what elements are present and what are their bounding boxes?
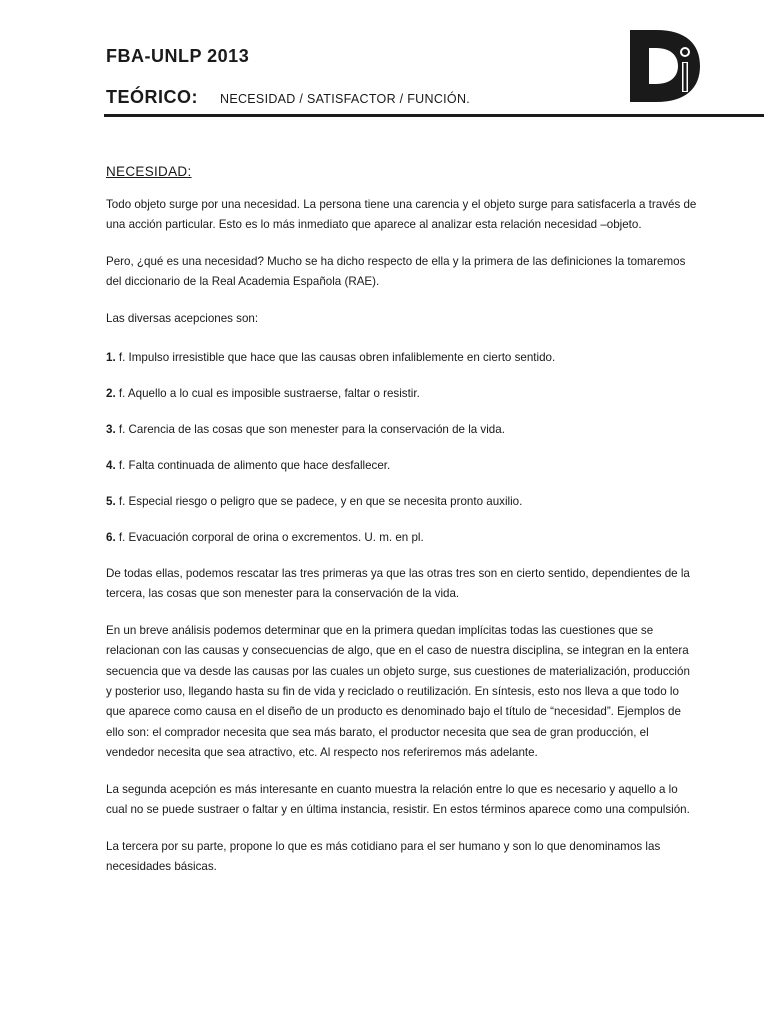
section-title: NECESIDAD: bbox=[106, 164, 192, 179]
lecture-label: TEÓRICO: bbox=[106, 87, 198, 107]
definition-text: f. Especial riesgo o peligro que se padece, y en que se necesita pronto auxilio. bbox=[115, 495, 523, 509]
paragraph-5: En un breve análisis podemos determinar que en la primera quedan implícitas todas las cuestiones que se relacionan con las causas y consecuencias de algo, que en el caso de nuestra disciplina, se integran en la entera secuencia que va desde las causas por las cuales un objeto surge, sus cuestiones de materialización, producción y posterior uso, llegando hasta su fin de vida y reciclado o reutilización. En síntesis, esto nos lleva a que todo lo que aparece como causa en el diseño de un producto es denominado bajo el título de “necesidad”. Ejemplos de ello son: el comprador necesita que sea más barato, el productor necesita que sea de gran producción, el vendedor necesita que sea atractivo, etc. Al respecto nos referiremos más adelante. bbox=[106, 623, 690, 760]
definition-text: f. Aquello a lo cual es imposible sustraerse, faltar o resistir. bbox=[115, 387, 420, 401]
definition-number: 4. bbox=[106, 459, 116, 473]
definition-item bbox=[106, 528, 698, 548]
definition-text: f. Carencia de las cosas que son menester para la conservación de la vida. bbox=[115, 423, 505, 437]
definition-text: f. Falta continuada de alimento que hace desfallecer. bbox=[115, 459, 391, 473]
definition-number: 2. bbox=[106, 387, 116, 401]
definition-item bbox=[106, 456, 698, 476]
definition-number: 3. bbox=[106, 423, 116, 437]
paragraph-7: La tercera por su parte, propone lo que es más cotidiano para el ser humano y son lo que denominamos las necesidades básicas. bbox=[106, 839, 661, 873]
di-logo-icon bbox=[630, 30, 700, 102]
definition-text: f. Impulso irresistible que hace que las causas obren infaliblemente en cierto sentido. bbox=[115, 351, 556, 365]
definition-number: 5. bbox=[106, 495, 116, 509]
paragraph-2: Pero, ¿qué es una necesidad? Mucho se ha dicho respecto de ella y la primera de las definiciones la tomaremos del diccionario de la Real Academia Española (RAE). bbox=[106, 254, 686, 289]
definition-item bbox=[106, 492, 698, 512]
paragraph-1: Todo objeto surge por una necesidad. La persona tiene una carencia y el objeto surge para satisfacerla a través de una acción particular. Esto es lo más inmediato que aparece al analizar esta relación necesidad –objeto. bbox=[106, 198, 697, 232]
paragraph-4: De todas ellas, podemos rescatar las tres primeras ya que las otras tres son en cierto sentido, dependientes de la tercera, las cosas que son menester para la conservación de la vida. bbox=[106, 567, 690, 601]
definition-number: 6. bbox=[106, 531, 116, 545]
definition-item bbox=[106, 384, 698, 404]
definition-text: f. Evacuación corporal de orina o excrementos. U. m. en pl. bbox=[115, 531, 424, 545]
body-text bbox=[106, 195, 698, 893]
definition-item bbox=[106, 420, 698, 440]
institution-heading: FBA-UNLP 2013 bbox=[106, 46, 250, 66]
definition-item bbox=[106, 348, 698, 368]
paragraph-6: La segunda acepción es más interesante en cuanto muestra la relación entre lo que es necesario y aquello a lo cual no se puede sustraer o faltar y en última instancia, resistir. En estos términos aparece como una compulsión. bbox=[106, 782, 690, 817]
definition-number: 1. bbox=[106, 351, 116, 365]
header-rule bbox=[104, 114, 764, 117]
lecture-heading bbox=[106, 87, 470, 108]
paragraph-3: Las diversas acepciones son: bbox=[106, 311, 259, 325]
lecture-topic: NECESIDAD / SATISFACTOR / FUNCIÓN. bbox=[220, 92, 471, 106]
